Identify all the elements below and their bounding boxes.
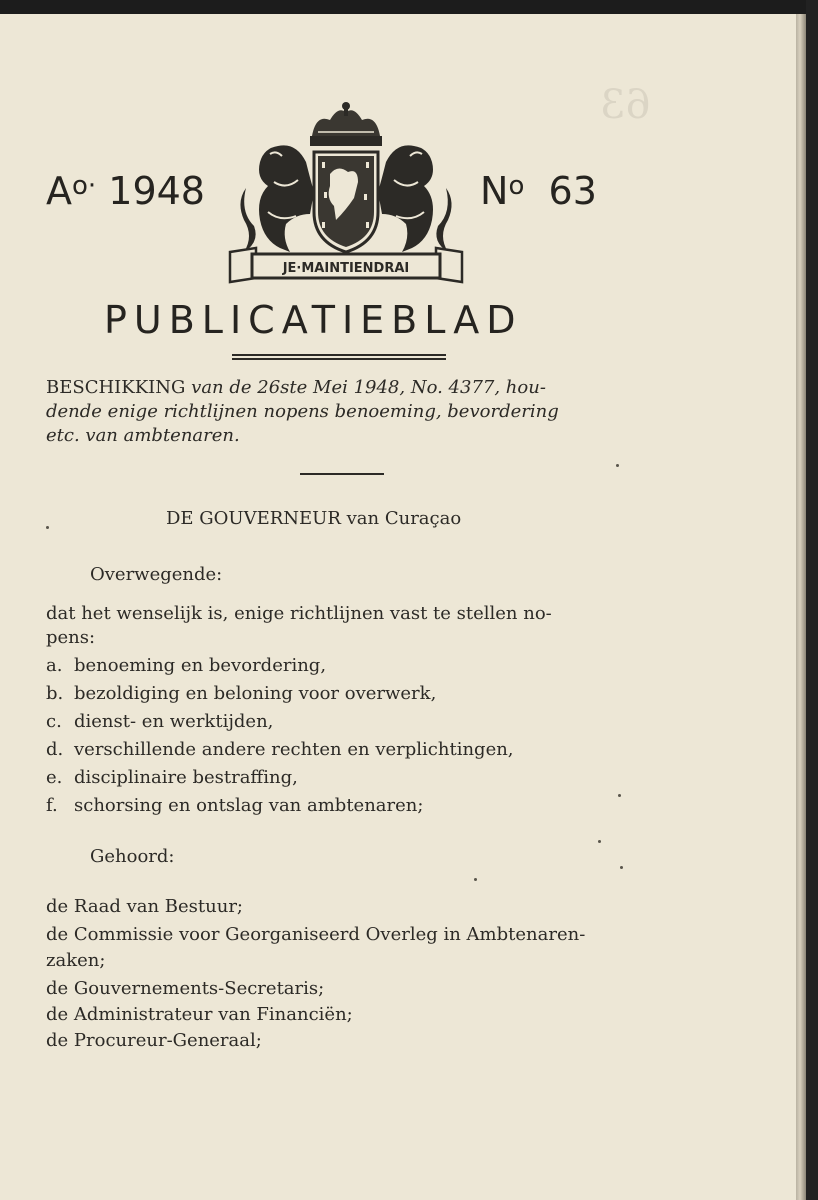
decree-lead: BESCHIKKING <box>46 377 186 398</box>
decree-line-1 <box>46 376 646 400</box>
shield-icon <box>314 152 378 252</box>
number-prefix: N <box>480 169 509 213</box>
paper-speck <box>474 878 477 881</box>
show-through-number: 63 <box>600 82 651 128</box>
intro-line-1: dat het wenselijk is, enige richtlijnen vast te stellen no- <box>46 603 552 624</box>
list-item <box>46 739 514 760</box>
paper-speck <box>616 464 619 467</box>
heard-item: de Gouvernements-Secretaris; <box>46 978 325 999</box>
governor-heading: DE GOUVERNEUR van Curaçao <box>166 508 462 529</box>
list-item-text: disciplinaire bestraffing, <box>74 767 298 788</box>
right-lion-icon <box>378 145 452 252</box>
year-label <box>46 169 205 213</box>
list-item <box>46 711 273 732</box>
year-prefix: A <box>46 169 72 213</box>
paper-speck <box>620 866 623 869</box>
coat-of-arms-emblem <box>226 102 466 286</box>
decree-heading <box>46 376 646 448</box>
decree-line-2: dende enige richtlijnen nopens benoeming, bevordering <box>46 401 559 422</box>
list-item-letter: f. <box>46 795 58 816</box>
list-item-text: bezoldiging en beloning voor overwerk, <box>74 683 437 704</box>
list-item-text: schorsing en ontslag van ambtenaren; <box>74 795 424 816</box>
scan-border <box>806 0 818 1200</box>
decree-line-1-italic: van de 26ste Mei 1948, No. 4377, hou- <box>191 377 546 398</box>
issue-number: 63 <box>548 169 597 213</box>
heard-item: de Raad van Bestuur; <box>46 896 243 917</box>
list-item <box>46 655 326 676</box>
number-sup: o <box>508 171 525 201</box>
considering-label: Overwegende: <box>90 564 223 585</box>
heard-item: de Administrateur van Financiën; <box>46 1004 353 1025</box>
issue-number-label <box>480 169 597 213</box>
heard-item: de Commissie voor Georganiseerd Overleg in Ambtenaren- <box>46 924 586 945</box>
left-lion-icon <box>240 145 314 252</box>
paper-speck <box>598 840 601 843</box>
heard-label: Gehoord: <box>90 846 175 867</box>
motto-ribbon <box>230 248 462 282</box>
list-item <box>46 767 298 788</box>
motto-text: JE·MAINTIENDRAI <box>282 261 410 276</box>
document-page <box>0 14 803 1200</box>
year-sup: o· <box>72 171 97 201</box>
list-item <box>46 795 423 816</box>
list-item-letter: c. <box>46 711 62 732</box>
list-item-letter: d. <box>46 739 64 760</box>
list-item-letter: e. <box>46 767 63 788</box>
year-value: 1948 <box>108 169 205 213</box>
list-item-text: benoeming en bevordering, <box>74 655 327 676</box>
heard-item: de Procureur-Generaal; <box>46 1030 262 1051</box>
heard-item: zaken; <box>46 950 106 971</box>
list-item-letter: a. <box>46 655 63 676</box>
list-item <box>46 683 436 704</box>
paper-speck <box>618 794 621 797</box>
page-edge <box>796 14 806 1200</box>
list-item-letter: b. <box>46 683 64 704</box>
list-item-text: verschillende andere rechten en verplichtingen, <box>74 739 514 760</box>
crown-icon <box>310 102 382 146</box>
title-double-rule <box>232 354 446 360</box>
intro-paragraph <box>46 602 640 650</box>
intro-line-2: pens: <box>46 627 96 648</box>
page-title: PUBLICATIEBLAD <box>104 298 523 342</box>
list-item-text: dienst- en werktijden, <box>74 711 274 732</box>
section-divider <box>300 473 384 475</box>
paper-speck <box>46 526 49 529</box>
decree-line-3: etc. van ambtenaren. <box>46 425 240 446</box>
